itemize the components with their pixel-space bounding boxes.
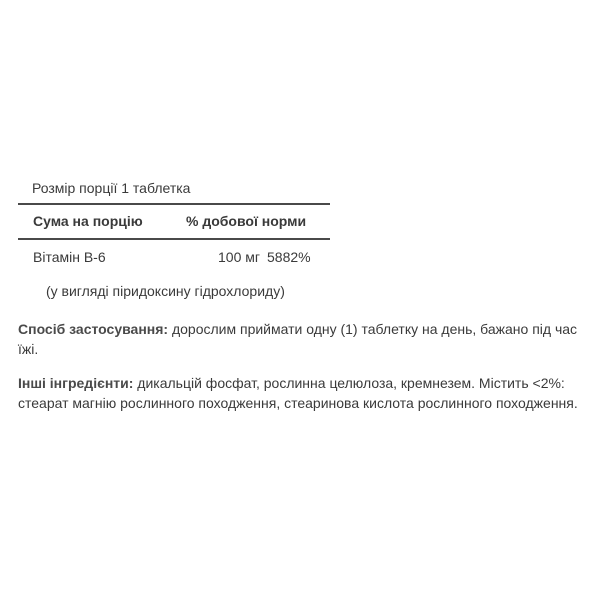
nutrient-row <box>18 240 330 274</box>
amount-per-serving-header: Сума на порцію <box>33 213 143 229</box>
serving-size: Розмір порції 1 таблетка <box>32 180 191 196</box>
nutrient-percent: 5882% <box>267 249 311 265</box>
usage-text: дорослим приймати одну (1) таблетку на день, бажано під час їжі. <box>18 321 578 357</box>
nutrient-note: (у вигляді піридоксину гідрохлориду) <box>46 283 285 299</box>
daily-value-header: % добової норми <box>186 213 307 229</box>
ingredients-text: дикальцій фосфат, рослинна целюлоза, кремнезем. Містить <2%: стеарат магнію рослинного походження, стеаринова кислота рослинного походження. <box>18 375 578 411</box>
facts-header-row <box>18 205 330 238</box>
ingredients-paragraph <box>18 373 583 413</box>
nutrient-amount: 100 мг <box>218 249 260 265</box>
usage-paragraph <box>18 319 583 359</box>
ingredients-label: Інші інгредієнти: <box>18 375 134 391</box>
usage-label: Спосіб застосування: <box>18 321 169 337</box>
supplement-facts-table <box>18 173 330 308</box>
nutrient-name: Вітамін В-6 <box>33 249 106 265</box>
